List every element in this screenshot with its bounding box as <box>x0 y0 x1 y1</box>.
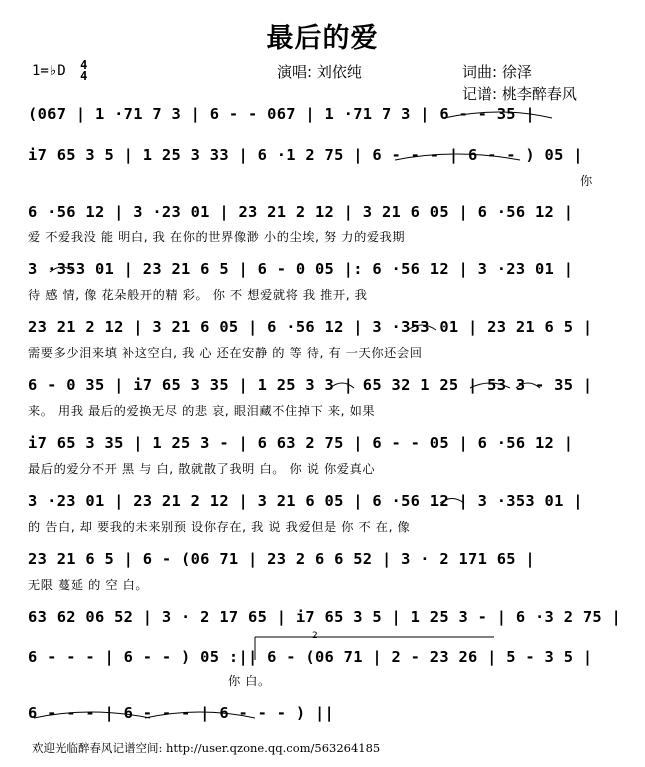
singer-credit: 演唱: 刘依纯 <box>277 63 362 81</box>
score-row-4-notes: 3 ·353 01 | 23 21 6 5 | 6 - 0 05 |: 6 ·56 12 | 3 ·23 01 | <box>28 260 574 278</box>
score-row-6-lyrics: 来。 用我 最后的爱换无尽 的悲 哀, 眼泪藏不住掉下 来, 如果 <box>28 404 376 418</box>
score-row-5-notes: 23 21 2 12 | 3 21 6 05 | 6 ·56 12 | 3 ·353 01 | 23 21 6 5 | <box>28 318 593 336</box>
score-row-6-notes: 6 - 0 35 | i7 65 3 35 | 1 25 3 3 | 65 32 1 25 | 53 3 - 35 | <box>28 376 593 394</box>
score-row-1-notes: (067 | 1 ·71 7 3 | 6 - - 067 | 1 ·71 7 3 | 6 - - 35 | <box>28 105 535 123</box>
time-signature <box>80 60 87 82</box>
score-row-9-notes: 23 21 6 5 | 6 - (06 71 | 23 2 6 6 52 | 3 · 2 171 65 | <box>28 550 535 568</box>
score-row-5-lyrics: 需要多少泪来填 补这空白, 我 心 还在安静 的 等 待, 有 一天你还会回 <box>28 346 423 360</box>
footer-link-text: 欢迎光临醉春风记谱空间: http://user.qzone.qq.com/563264185 <box>32 741 381 755</box>
score-row-8-notes: 3 ·23 01 | 23 21 2 12 | 3 21 6 05 | 6 ·56 12 | 3 ·353 01 | <box>28 492 583 510</box>
score-row-3-notes: 6 ·56 12 | 3 ·23 01 | 23 21 2 12 | 3 21 6 05 | 6 ·56 12 | <box>28 203 574 221</box>
score-row-3-lyrics: 爱 不爱我没 能 明白, 我 在你的世界像渺 小的尘埃, 努 力的爱我期 <box>28 230 406 244</box>
score-row-12-notes: 6 - - - | 6 - - - | 6 - - - ) || <box>28 704 335 722</box>
score-row-8-lyrics: 的 告白, 却 要我的未来别预 设你存在, 我 说 我爱但是 你 不 在, 像 <box>28 520 411 534</box>
score-row-9-lyrics: 无限 蔓延 的 空 白。 <box>28 578 149 592</box>
volta-number: 2 <box>312 631 318 641</box>
score-row-11-lyrics: 你 白。 <box>228 674 271 688</box>
key-time-signature <box>32 60 87 82</box>
score-row-2-lyrics: 你 <box>580 174 593 188</box>
time-signature-bottom: 4 <box>80 69 88 83</box>
key-signature: 1=♭D <box>32 63 66 79</box>
score-row-11-notes: 6 - - - | 6 - - ) 05 :|| 6 - (06 71 | 2 - 23 26 | 5 - 3 5 | <box>28 648 593 666</box>
score-row-7-notes: i7 65 3 35 | 1 25 3 - | 6 63 2 75 | 6 - - 05 | 6 ·56 12 | <box>28 434 574 452</box>
lyricist-composer-credit: 词曲: 徐泽 <box>462 63 532 81</box>
score-row-2-notes: i7 65 3 5 | 1 25 3 33 | 6 ·1 2 75 | 6 - - - | 6 - - ) 05 | <box>28 146 583 164</box>
score-row-4-lyrics: 待 感 情, 像 花朵般开的精 彩。 你 不 想爱就将 我 推开, 我 <box>28 288 368 302</box>
transcriber-credit: 记谱: 桃李醉春风 <box>462 85 577 103</box>
time-signature-top: 4 <box>80 58 88 72</box>
score-row-10-notes: 63 62 06 52 | 3 · 2 17 65 | i7 65 3 5 | 1 25 3 - | 6 ·3 2 75 | <box>28 608 622 626</box>
score-row-7-lyrics: 最后的爱分不开 黑 与 白, 散就散了我明 白。 你 说 你爱真心 <box>28 462 376 476</box>
song-title: 最后的爱 <box>266 23 379 54</box>
